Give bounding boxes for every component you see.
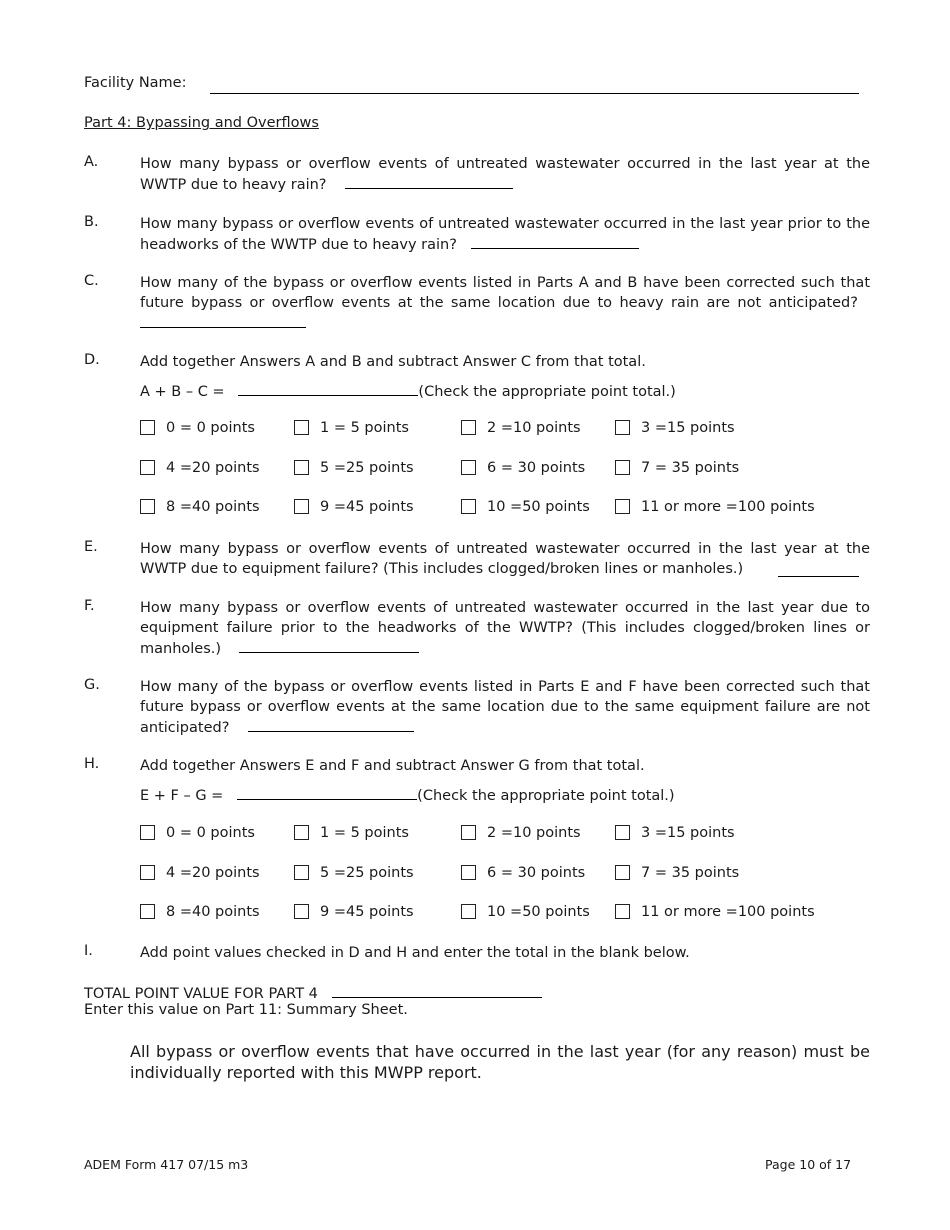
checkbox[interactable] <box>461 499 476 514</box>
points-option[interactable] <box>461 904 590 922</box>
points-option-label: 10 =50 points <box>487 499 590 515</box>
checkbox[interactable] <box>615 499 630 514</box>
check-note: (Check the appropriate point total.) <box>418 384 676 400</box>
checkbox[interactable] <box>294 499 309 514</box>
question-b <box>84 214 870 255</box>
question-a <box>84 154 870 195</box>
checkbox[interactable] <box>140 825 155 840</box>
points-option-label: 11 or more =100 points <box>641 499 815 515</box>
points-option-label: 6 = 30 points <box>487 459 586 476</box>
points-option-label: 5 =25 points <box>320 459 414 476</box>
question-text: How many bypass or overflow events of untreated wastewater occurred in the last year prior to the headworks of the WWTP due to heavy rain? <box>140 216 870 253</box>
points-option[interactable] <box>461 460 585 478</box>
points-option[interactable] <box>140 420 255 438</box>
page-number: Page 10 of 17 <box>765 1157 852 1172</box>
points-option-label: 4 =20 points <box>166 864 260 881</box>
total-label-text: TOTAL POINT VALUE FOR PART 4 <box>84 986 318 1002</box>
points-option[interactable] <box>294 825 409 843</box>
question-letter: G. <box>84 677 100 693</box>
formula-h <box>140 785 675 804</box>
checkbox[interactable] <box>615 420 630 435</box>
checkbox[interactable] <box>615 904 630 919</box>
section-title: Part 4: Bypassing and Overflows <box>84 115 319 131</box>
question-text: How many bypass or overflow events of untreated wastewater occurred in the last year at the WWTP due to heavy rain? <box>140 156 870 193</box>
question-f <box>84 598 870 659</box>
points-option[interactable] <box>294 904 414 922</box>
checkbox[interactable] <box>615 825 630 840</box>
answer-g-field[interactable] <box>248 717 414 732</box>
facility-name-label: Facility Name: <box>84 75 187 91</box>
question-g <box>84 677 870 738</box>
checkbox[interactable] <box>140 499 155 514</box>
question-letter: D. <box>84 352 100 368</box>
form-id: ADEM Form 417 07/15 m3 <box>84 1157 249 1172</box>
points-option-label: 11 or more =100 points <box>641 904 815 920</box>
question-letter: E. <box>84 539 98 555</box>
formula-h-field[interactable] <box>237 785 417 800</box>
points-option-label: 9 =45 points <box>320 904 414 920</box>
question-text: How many of the bypass or overflow events listed in Parts E and F have been corrected such that future bypass or overflow events at the same location due to the same equipment failure are not anticipated? <box>140 679 870 736</box>
question-letter: A. <box>84 154 99 170</box>
points-option-label: 0 = 0 points <box>166 825 255 841</box>
checkbox[interactable] <box>615 865 630 880</box>
answer-b-field[interactable] <box>471 234 639 249</box>
points-option-label: 7 = 35 points <box>641 864 740 881</box>
question-letter: F. <box>84 598 95 614</box>
answer-c-field[interactable] <box>140 313 306 328</box>
points-option[interactable] <box>461 420 581 438</box>
answer-e-field[interactable] <box>778 560 859 577</box>
points-option[interactable] <box>461 499 590 517</box>
points-option[interactable] <box>294 499 414 517</box>
question-text: Add together Answers A and B and subtract Answer C from that total. <box>140 354 646 370</box>
points-option[interactable] <box>615 825 735 843</box>
question-letter: C. <box>84 273 99 289</box>
checkbox[interactable] <box>140 460 155 475</box>
points-option-label: 1 = 5 points <box>320 825 409 841</box>
check-note: (Check the appropriate point total.) <box>417 788 675 804</box>
points-option-label: 4 =20 points <box>166 459 260 476</box>
checkbox[interactable] <box>294 825 309 840</box>
points-option-label: 6 = 30 points <box>487 864 586 881</box>
points-option-label: 3 =15 points <box>641 825 735 841</box>
checkbox[interactable] <box>294 420 309 435</box>
points-option-label: 7 = 35 points <box>641 459 740 476</box>
question-text: Add point values checked in D and H and enter the total in the blank below. <box>140 945 690 961</box>
points-option-label: 0 = 0 points <box>166 420 255 436</box>
points-option[interactable] <box>140 904 260 922</box>
points-option-label: 8 =40 points <box>166 499 260 515</box>
question-letter: H. <box>84 756 100 772</box>
checkbox[interactable] <box>461 460 476 475</box>
points-option[interactable] <box>294 865 414 883</box>
question-c <box>84 273 870 334</box>
checkbox[interactable] <box>294 865 309 880</box>
question-i <box>84 943 870 963</box>
answer-f-field[interactable] <box>239 638 419 653</box>
formula-d <box>140 381 676 400</box>
points-option[interactable] <box>615 499 815 517</box>
question-letter: B. <box>84 214 99 230</box>
points-option[interactable] <box>461 825 581 843</box>
points-option[interactable] <box>615 904 815 922</box>
question-text: How many bypass or overflow events of untreated wastewater occurred in the last year at the WWTP due to equipment failure? (This includes clogged/broken lines or manholes.) <box>140 541 870 577</box>
checkbox[interactable] <box>294 460 309 475</box>
points-option[interactable] <box>140 865 260 883</box>
total-instruction: Enter this value on Part 11: Summary Sheet. <box>84 1002 408 1018</box>
checkbox[interactable] <box>294 904 309 919</box>
points-option[interactable] <box>294 420 409 438</box>
question-d <box>84 352 870 372</box>
points-option-label: 5 =25 points <box>320 864 414 881</box>
points-option-label: 2 =10 points <box>487 825 581 841</box>
formula-d-field[interactable] <box>238 381 418 396</box>
facility-name-field[interactable] <box>210 93 859 94</box>
points-option-label: 9 =45 points <box>320 499 414 515</box>
checkbox[interactable] <box>461 825 476 840</box>
question-e <box>84 539 870 579</box>
points-option[interactable] <box>615 865 739 883</box>
total-label <box>84 983 542 1002</box>
points-option-label: 3 =15 points <box>641 420 735 436</box>
points-option[interactable] <box>140 499 260 517</box>
points-option[interactable] <box>615 460 739 478</box>
formula-label: A + B – C = <box>140 384 225 400</box>
points-option[interactable] <box>461 865 585 883</box>
points-option-label: 8 =40 points <box>166 904 260 920</box>
question-text: Add together Answers E and F and subtract Answer G from that total. <box>140 758 645 774</box>
checkbox[interactable] <box>140 904 155 919</box>
question-text: How many bypass or overflow events of untreated wastewater occurred in the last year due to equipment failure prior to the headworks of the WWTP? (This includes clogged/broken lines or manholes.) <box>140 600 870 657</box>
points-option[interactable] <box>294 460 414 478</box>
points-option[interactable] <box>140 460 260 478</box>
question-h <box>84 756 870 776</box>
question-text: How many of the bypass or overflow events listed in Parts A and B have been corrected such that future bypass or overflow events at the same location due to heavy rain are not anticipated? <box>140 275 870 311</box>
checkbox[interactable] <box>140 420 155 435</box>
points-option-label: 2 =10 points <box>487 420 581 436</box>
reporting-note: All bypass or overflow events that have occurred in the last year (for any reason) must be individually reported with this MWPP report. <box>130 1042 870 1082</box>
answer-a-field[interactable] <box>345 174 513 189</box>
checkbox[interactable] <box>461 865 476 880</box>
question-letter: I. <box>84 943 93 959</box>
checkbox[interactable] <box>461 904 476 919</box>
checkbox[interactable] <box>615 460 630 475</box>
points-option-label: 10 =50 points <box>487 904 590 920</box>
total-field[interactable] <box>332 983 542 998</box>
points-option[interactable] <box>140 825 255 843</box>
checkbox[interactable] <box>140 865 155 880</box>
points-option-label: 1 = 5 points <box>320 420 409 436</box>
points-option[interactable] <box>615 420 735 438</box>
formula-label: E + F – G = <box>140 788 224 804</box>
checkbox[interactable] <box>461 420 476 435</box>
